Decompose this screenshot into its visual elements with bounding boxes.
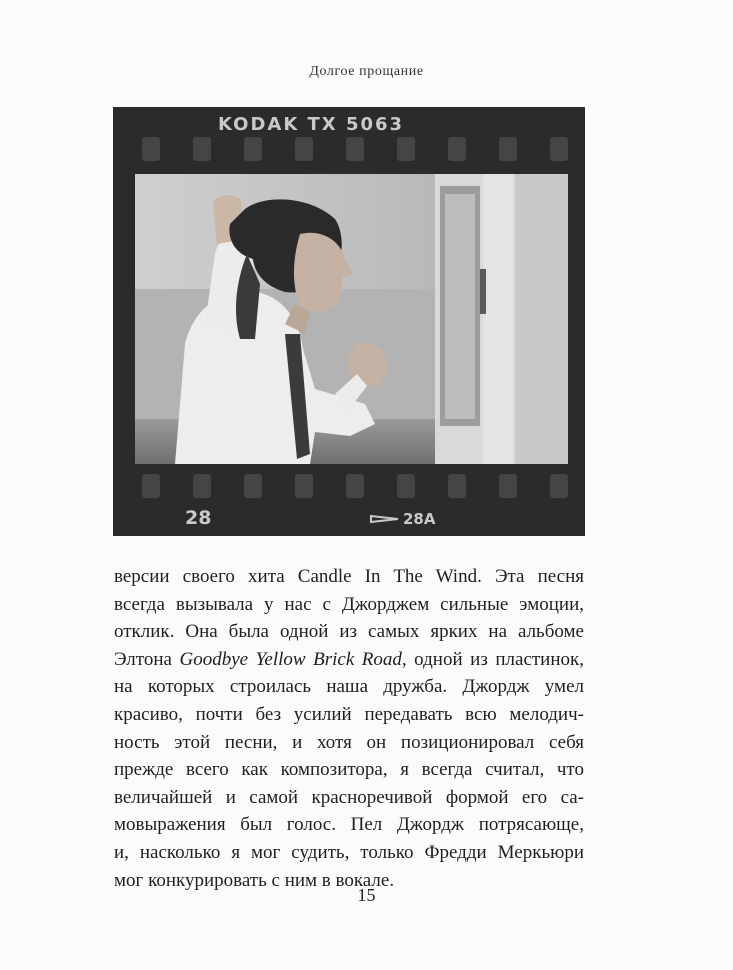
text-line: мовыражения был голос. Пел Джордж потрясающе, xyxy=(114,814,584,836)
film-strip-photo xyxy=(113,107,585,536)
album-title: Goodbye Yellow Brick Road xyxy=(179,648,402,670)
frame-marker-label: 28A xyxy=(403,510,436,528)
text-line: прежде всего как композитора, я всегда считал, что xyxy=(114,759,584,781)
text-line: версии своего хита Candle In The Wind. Эта песня xyxy=(114,566,584,587)
text-line-with-italic: Элтона Goodbye Yellow Brick Road, одной из пластинок, xyxy=(114,648,584,670)
text-line: всегда вызывала у нас с Джорджем сильные эмоции, xyxy=(114,593,584,615)
text-line: и, насколько я мог судить, только Фредди Меркьюри xyxy=(114,841,584,863)
frame-number-label: 28 xyxy=(185,507,212,529)
sprocket-holes-top xyxy=(142,137,568,161)
photo-frame xyxy=(135,174,568,464)
text-line: мог конкурировать с ним в вокале. xyxy=(114,869,395,891)
film-brand-label: KODAK TX 5063 xyxy=(218,114,405,135)
text-line: величайшей и самой красноречивой формой его са- xyxy=(114,786,584,808)
text-line: на которых строилась наша дружба. Джордж умел xyxy=(114,676,584,698)
body-text xyxy=(114,563,584,894)
sprocket-holes-bottom xyxy=(142,474,568,498)
page-number: 15 xyxy=(357,885,376,905)
text-line: ность этой песни, и хотя он позиционировал себя xyxy=(114,731,584,753)
text-line: отклик. Она была одной из самых ярких на альбоме xyxy=(114,621,584,643)
text-line: красиво, почти без усилий передавать всю мелодич- xyxy=(114,703,584,725)
running-head: Долгое прощание xyxy=(309,64,424,79)
